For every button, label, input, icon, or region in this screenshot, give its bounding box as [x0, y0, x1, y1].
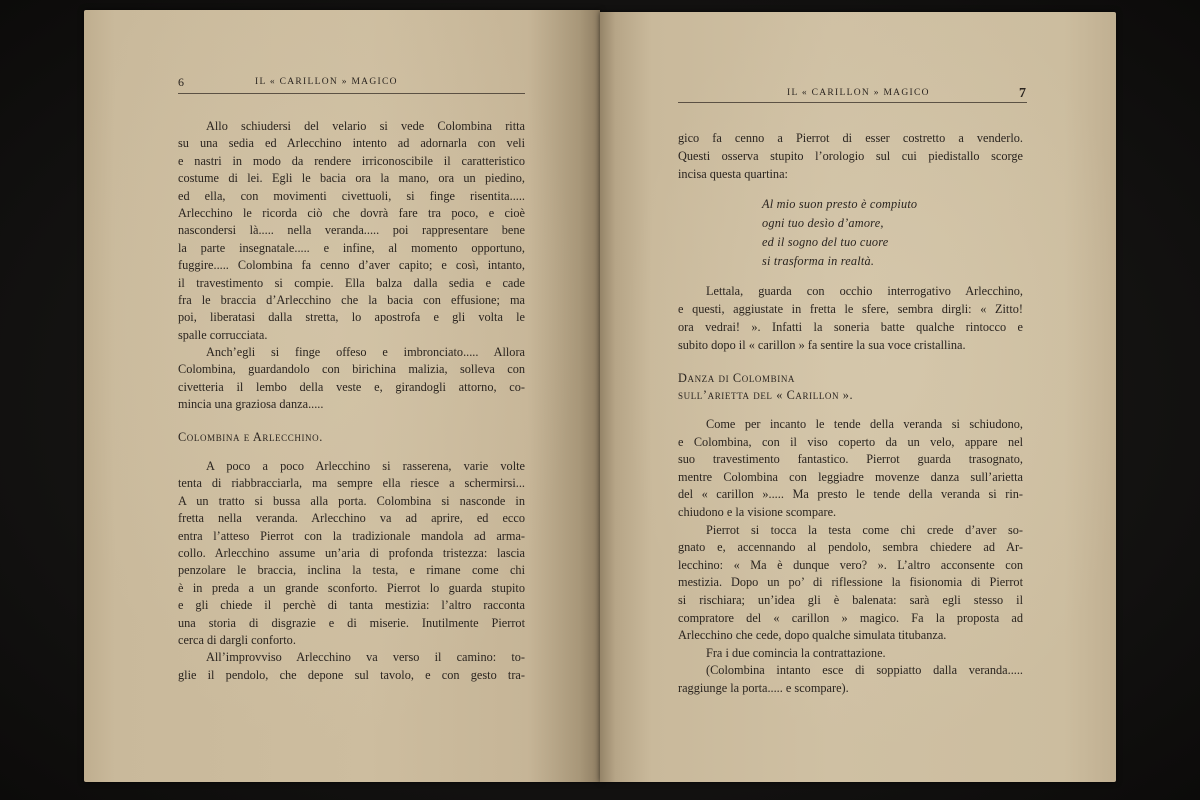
text-line: Allo schiudersi del velario si vede Colombina ritta [206, 119, 525, 133]
text-line: tenta di riabbracciarla, ma sempre ella riesce a schermirsi... [178, 476, 525, 491]
text-line: ed ella, con movimenti civettuoli, si finge risentita..... [178, 188, 525, 203]
text-line: il travestimento si compie. Ella balza dalla sedia e cade [178, 275, 525, 290]
text-line: ogni tuo desìo d’amore, [762, 216, 884, 230]
text-line: lecchino: « Ma è dunque vero? ». L’altro acconsente con [678, 557, 1023, 572]
paragraph [678, 645, 1023, 663]
text-line: fuggire..... Colombina fa cenno d’aver capito; e così, intanto, [178, 258, 525, 273]
paragraph [178, 118, 525, 344]
paragraph [678, 282, 1023, 354]
text-line: All’improvviso Arlecchino va verso il camino: to- [206, 650, 525, 665]
text-line: del « carillon »..... Ma presto le tende della veranda si rin- [678, 487, 1023, 502]
text-line: A poco a poco Arlecchino si rasserena, varie volte [206, 459, 525, 473]
paragraph [678, 522, 1023, 645]
text-column-lower [678, 416, 1023, 698]
text-line: sull’arietta del « Carillon ». [678, 388, 854, 402]
text-line: una storia di disgrazie e di miserie. Inutilmente Pierrot [178, 615, 525, 630]
section-heading [178, 429, 525, 446]
text-line: la parte insegnatale..... e infine, al momento opportuno, [178, 240, 525, 255]
text-line: si trasforma in realtà. [762, 254, 875, 268]
text-column-upper [178, 118, 525, 414]
text-line: Danza di Colombina [678, 371, 796, 385]
page-number: 7 [1019, 86, 1026, 101]
text-line: è in preda a un grande sconforto. Pierrot lo guarda stupito [178, 580, 525, 595]
text-line: glie il pendolo, che depone sul tavolo, e con gesto tra- [178, 667, 525, 682]
text-line: Arlecchino che cede, dopo qualche simulata titubanza. [678, 628, 947, 643]
text-line: Come per incanto le tende della veranda si schiudono, [706, 417, 1023, 431]
text-line: Colombina, guardandolo con birichina malizia, solleva con [178, 362, 525, 377]
text-line: Al mio suon presto è compiuto [762, 197, 918, 211]
text-line: mestizia. Dopo un po’ di riflessione la fisionomia di Pierrot [678, 575, 1023, 590]
text-line: spalle corrucciata. [178, 327, 268, 342]
page-number: 6 [178, 75, 184, 89]
text-line: (Colombina intanto esce di soppiatto dalla veranda..... [706, 663, 1023, 678]
text-line: suo travestimento fantastico. Pierrot guarda trasognato, [678, 452, 1023, 467]
text-line: Lettala, guarda con occhio interrogativo Arlecchino, [706, 284, 1023, 298]
left-page [84, 10, 600, 782]
text-line: gnato e, accennando al pendolo, sembra chiedere ad Ar- [678, 540, 1023, 555]
text-line: ed il sogno del tuo cuore [762, 235, 889, 249]
text-line: si rischiara; un’idea gli è balenata: sarà egli stesso il [678, 592, 1023, 607]
text-line: Pierrot si tocca la testa come chi crede d’aver so- [706, 522, 1023, 537]
text-line: compratore del « carillon » magico. Fa la proposta ad [678, 610, 1023, 625]
text-line: mentre Colombina con leggiadre movenze danza sull’arietta [678, 469, 1023, 484]
section-heading [678, 370, 1023, 404]
text-line: Arlecchino le ricorda ciò che dovrà fare tra poco, e cioè [178, 205, 525, 220]
text-line: fra le braccia d’Arlecchino che la bacia con effusione; ma [178, 292, 525, 307]
text-line: A un tratto si bussa alla porta. Colombina si nasconde in [178, 493, 525, 508]
paragraph [678, 129, 1023, 183]
text-line: Colombina e Arlecchino. [178, 430, 323, 444]
text-line: gico fa cenno a Pierrot di esser costretto a venderlo. [678, 131, 1023, 145]
text-line: Fra i due comincia la contrattazione. [706, 645, 886, 660]
text-line: su una sedia ed Arlecchino intento ad adornarla con veli [178, 136, 525, 151]
text-line: incisa questa quartina: [678, 167, 788, 181]
text-line: chiudono e la visione scompare. [678, 504, 837, 519]
header-rule [178, 93, 525, 94]
paragraph [178, 458, 525, 649]
text-line: cerca di dargli conforto. [178, 632, 296, 647]
text-line: raggiunge la porta..... e scompare). [678, 680, 849, 695]
text-line: entra l’atteso Pierrot con la tradizionale mandola ad arma- [178, 528, 525, 543]
paragraph [678, 416, 1023, 522]
text-line: subito dopo il « carillon » fa sentire la sua voce cristallina. [678, 338, 966, 352]
text-line: civetteria il lembo della veste e, girandogli attorno, co- [178, 379, 525, 394]
running-head: IL « CARILLON » MAGICO [255, 77, 398, 87]
text-line: e nastri in modo da rendere irriconoscibile il caratteristico [178, 153, 525, 168]
text-line: penzolare le braccia, inclina la testa, e rimane come chi [178, 563, 525, 578]
text-line: e gli chiede il perchè di tanta mestizia: l’altro racconta [178, 598, 525, 613]
paragraph [178, 649, 525, 684]
right-page [600, 12, 1116, 782]
quatrain [678, 195, 1023, 271]
text-line: ora vedrai! ». Infatti la soneria batte qualche rintocco e [678, 320, 1023, 334]
text-line: e Colombina, con il viso coperto da un velo, appare nel [678, 434, 1023, 449]
text-line: Questi osserva stupito l’orologio sul cui piedistallo scorge [678, 149, 1023, 163]
paragraph [678, 662, 1023, 697]
text-line: costume di lei. Egli le bacia ora la mano, ora un piedino, [178, 171, 525, 186]
paragraph [178, 344, 525, 414]
text-line: poi, liberatasi dalla stretta, lo apostrofa e gli volta le [178, 310, 525, 325]
text-line: Anch’egli si finge offeso e imbronciato..... Allora [206, 345, 525, 360]
text-line: fretta nella veranda. Arlecchino va ad aprire, ed ecco [178, 511, 525, 526]
text-line: mincia una graziosa danza..... [178, 397, 324, 412]
text-line: collo. Arlecchino assume un’aria di profonda tristezza: lascia [178, 545, 525, 560]
text-line: nascondersi là..... nella veranda..... poi rappresentare bene [178, 223, 525, 238]
running-head: IL « CARILLON » MAGICO [787, 88, 930, 98]
text-column-lower [178, 458, 525, 684]
text-line: e questi, aggiustate in fretta le sfere, sembra dirgli: « Zitto! [678, 302, 1023, 316]
header-rule [678, 102, 1027, 103]
